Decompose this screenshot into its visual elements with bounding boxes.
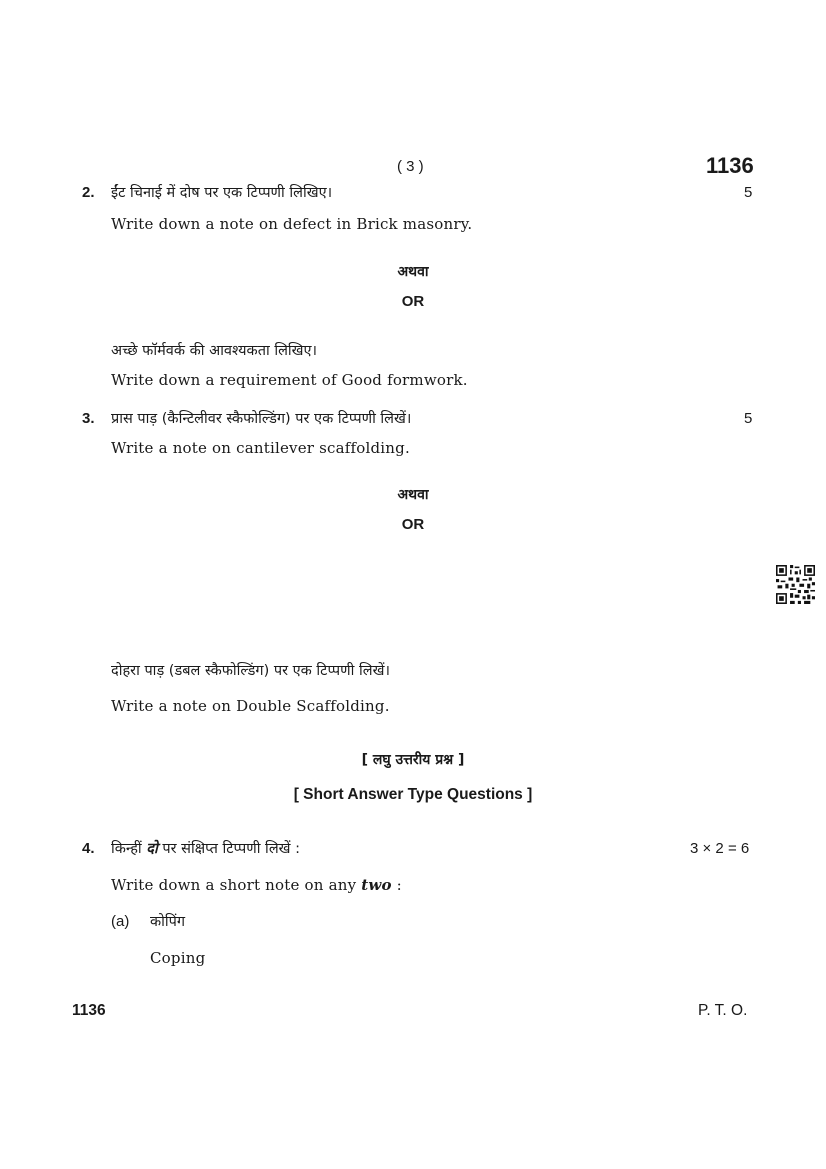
paper-code: 1136 [706, 153, 754, 178]
question-2-marks: 5 [744, 184, 753, 201]
question-3-or-hindi: अथवा [397, 487, 429, 503]
question-3-english: Write a note on cantilever scaffolding. [111, 439, 410, 457]
question-2-or-hindi: अथवा [397, 264, 429, 280]
qr-code-icon [776, 565, 815, 604]
question-4-hindi: किन्हीं दो पर संक्षिप्त टिप्पणी लिखें : [111, 841, 300, 857]
question-4a-english: Coping [150, 949, 206, 967]
page-number: ( 3 ) [397, 158, 424, 175]
question-2-alt-hindi: अच्छे फॉर्मवर्क की आवश्यकता लिखिए। [111, 343, 318, 359]
question-3-alt-english: Write a note on Double Scaffolding. [111, 697, 390, 715]
question-3-number: 3. [82, 410, 95, 427]
question-3-marks: 5 [744, 410, 753, 427]
footer-paper-code: 1136 [72, 1002, 106, 1019]
footer-pto: P. T. O. [698, 1002, 748, 1019]
section-heading-hindi: [ लघु उत्तरीय प्रश्न ] [361, 752, 465, 768]
question-4a-label: (a) [111, 913, 130, 930]
question-3-alt-hindi: दोहरा पाड़ (डबल स्कैफोल्डिंग) पर एक टिप्पणी लिखें। [111, 663, 390, 679]
question-2-alt-english: Write down a requirement of Good formwork. [111, 371, 468, 389]
question-4-number: 4. [82, 840, 95, 857]
question-4-marks: 3 × 2 = 6 [690, 840, 750, 857]
question-2-hindi: ईंट चिनाई में दोष पर एक टिप्पणी लिखिए। [111, 185, 333, 201]
question-2-number: 2. [82, 184, 95, 201]
question-3-or-english: OR [401, 516, 425, 533]
question-2-english: Write down a note on defect in Brick masonry. [111, 215, 473, 233]
section-heading-english: [ Short Answer Type Questions ] [293, 786, 533, 803]
question-4-english: Write down a short note on any two : [111, 876, 402, 894]
question-4a-hindi: कोपिंग [150, 914, 186, 930]
question-3-hindi: प्रास पाड़ (कैन्टिलीवर स्कैफोल्डिंग) पर एक टिप्पणी लिखें। [111, 411, 412, 427]
question-2-or-english: OR [401, 293, 425, 310]
